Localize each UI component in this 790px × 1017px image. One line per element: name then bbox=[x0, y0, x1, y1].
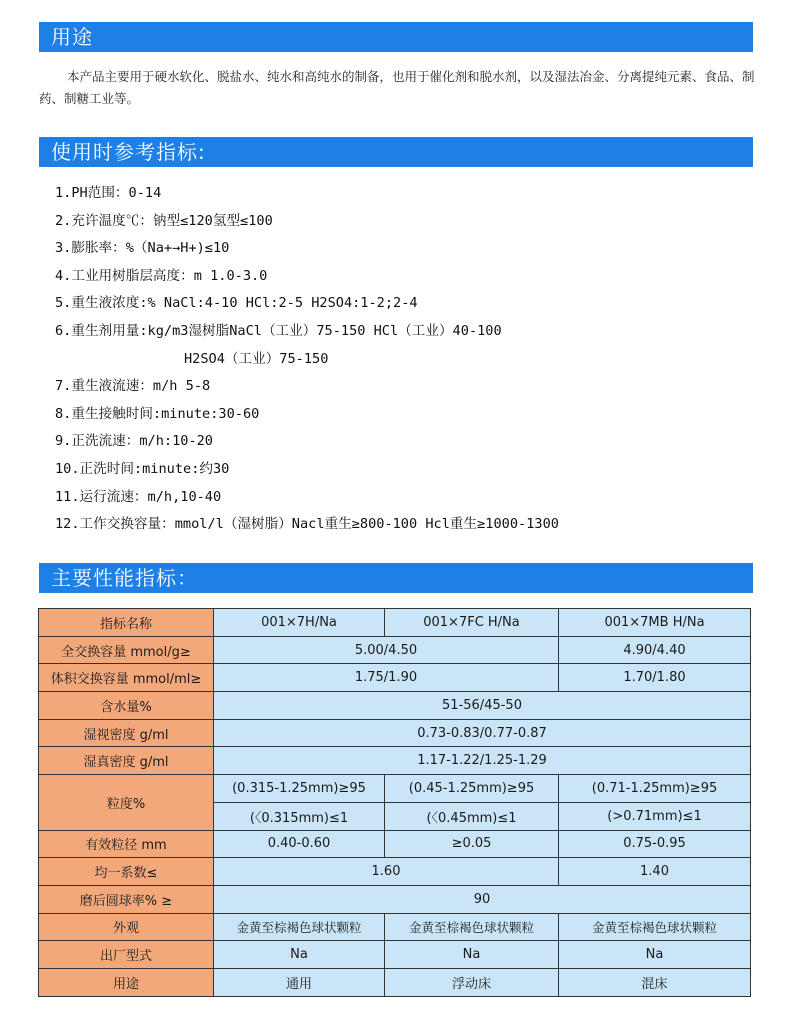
table-cell: 1.75/1.90 bbox=[214, 664, 559, 692]
row-label: 全交换容量 mmol/g≥ bbox=[39, 636, 214, 664]
table-row bbox=[39, 885, 751, 913]
table-cell: 混床 bbox=[559, 968, 751, 996]
table-cell: (0.71-1.25mm)≥95 bbox=[559, 775, 751, 803]
performance-table bbox=[38, 608, 751, 997]
table-cell: (〈0.315mm)≤1 bbox=[214, 802, 385, 830]
table-cell: 5.00/4.50 bbox=[214, 636, 559, 664]
spec-item: 12.工作交换容量：mmol/l（湿树脂）Nacl重生≥800-100 Hcl重生≥1000-1300 bbox=[55, 516, 559, 533]
table-cell: 金黄至棕褐色球状颗粒 bbox=[385, 913, 559, 941]
table-cell: (0.45-1.25mm)≥95 bbox=[385, 775, 559, 803]
table-cell: Na bbox=[214, 941, 385, 969]
header-cell: 001×7FC H/Na bbox=[385, 609, 559, 637]
table-row bbox=[39, 913, 751, 941]
spec-item: 9.正洗流速：m/h:10-20 bbox=[55, 433, 213, 450]
performance-title: 主要性能指标： bbox=[51, 566, 198, 590]
row-label: 体积交换容量 mmol/ml≥ bbox=[39, 664, 214, 692]
reference-title: 使用时参考指标: bbox=[51, 140, 206, 164]
spec-item: 1.PH范围：0-14 bbox=[55, 185, 162, 201]
usage-section-header bbox=[39, 22, 753, 52]
usage-description: 本产品主要用于硬水软化、脱盐水、纯水和高纯水的制备，也用于催化剂和脱水剂，以及湿法冶金、分离提纯元素、食品、制药、制糖工业等。 bbox=[39, 69, 755, 106]
row-label: 均一系数≤ bbox=[39, 858, 214, 886]
row-label: 粒度% bbox=[39, 775, 214, 830]
table-cell: 0.73-0.83/0.77-0.87 bbox=[214, 719, 751, 747]
row-label: 湿真密度 g/ml bbox=[39, 747, 214, 775]
reference-spec-list bbox=[55, 180, 765, 539]
table-row bbox=[39, 830, 751, 858]
spec-item: 8.重生接触时间:minute:30-60 bbox=[55, 405, 260, 422]
performance-section-header bbox=[39, 563, 753, 593]
table-cell: 1.70/1.80 bbox=[559, 664, 751, 692]
header-cell: 指标名称 bbox=[39, 609, 214, 637]
table-cell: (>0.71mm)≤1 bbox=[559, 802, 751, 830]
spec-item: 10.正洗时间:minute:约30 bbox=[55, 460, 230, 477]
header-cell: 001×7H/Na bbox=[214, 609, 385, 637]
spec-item: 7.重生液流速：m/h 5-8 bbox=[55, 378, 211, 395]
spec-item-continuation: H2SO4（工业）75-150 bbox=[184, 350, 329, 367]
spec-item: 2.充许温度℃：钠型≤120氢型≤100 bbox=[55, 212, 273, 229]
reference-section-header bbox=[39, 137, 753, 167]
table-cell: 浮动床 bbox=[385, 968, 559, 996]
row-label: 用途 bbox=[39, 968, 214, 996]
row-label: 含水量% bbox=[39, 692, 214, 720]
table-cell: 1.60 bbox=[214, 858, 559, 886]
usage-title: 用途 bbox=[51, 25, 93, 49]
table-row bbox=[39, 775, 751, 803]
table-cell: 0.40-0.60 bbox=[214, 830, 385, 858]
table-row bbox=[39, 719, 751, 747]
table-cell: 4.90/4.40 bbox=[559, 636, 751, 664]
table-row bbox=[39, 968, 751, 996]
table-cell: 90 bbox=[214, 885, 751, 913]
row-label: 磨后圆球率% ≥ bbox=[39, 885, 214, 913]
row-label: 出厂型式 bbox=[39, 941, 214, 969]
row-label: 湿视密度 g/ml bbox=[39, 719, 214, 747]
spec-item: 6.重生剂用量:kg/m3湿树脂NaCl（工业）75-150 HCl（工业）40-100 bbox=[55, 322, 502, 339]
row-label: 外观 bbox=[39, 913, 214, 941]
row-label: 有效粒径 mm bbox=[39, 830, 214, 858]
table-cell: 51-56/45-50 bbox=[214, 692, 751, 720]
spec-item: 4.工业用树脂层高度：m 1.0-3.0 bbox=[55, 267, 268, 284]
table-row bbox=[39, 858, 751, 886]
table-cell: 金黄至棕褐色球状颗粒 bbox=[559, 913, 751, 941]
table-row bbox=[39, 609, 751, 637]
table-cell: Na bbox=[385, 941, 559, 969]
table-row bbox=[39, 664, 751, 692]
table-cell: 0.75-0.95 bbox=[559, 830, 751, 858]
table-row bbox=[39, 636, 751, 664]
table-cell: 1.40 bbox=[559, 858, 751, 886]
table-cell: ≥0.05 bbox=[385, 830, 559, 858]
spec-item: 3.膨胀率：%（Na+→H+)≤10 bbox=[55, 240, 230, 257]
table-row bbox=[39, 747, 751, 775]
spec-item: 11.运行流速：m/h,10-40 bbox=[55, 488, 222, 505]
spec-item: 5.重生液浓度:% NaCl:4-10 HCl:2-5 H2SO4:1-2;2-4 bbox=[55, 295, 418, 312]
header-cell: 001×7MB H/Na bbox=[559, 609, 751, 637]
table-cell: 金黄至棕褐色球状颗粒 bbox=[214, 913, 385, 941]
table-row bbox=[39, 692, 751, 720]
table-cell: Na bbox=[559, 941, 751, 969]
table-cell: 通用 bbox=[214, 968, 385, 996]
table-cell: 1.17-1.22/1.25-1.29 bbox=[214, 747, 751, 775]
table-cell: (0.315-1.25mm)≥95 bbox=[214, 775, 385, 803]
table-row bbox=[39, 941, 751, 969]
table-cell: (〈0.45mm)≤1 bbox=[385, 802, 559, 830]
